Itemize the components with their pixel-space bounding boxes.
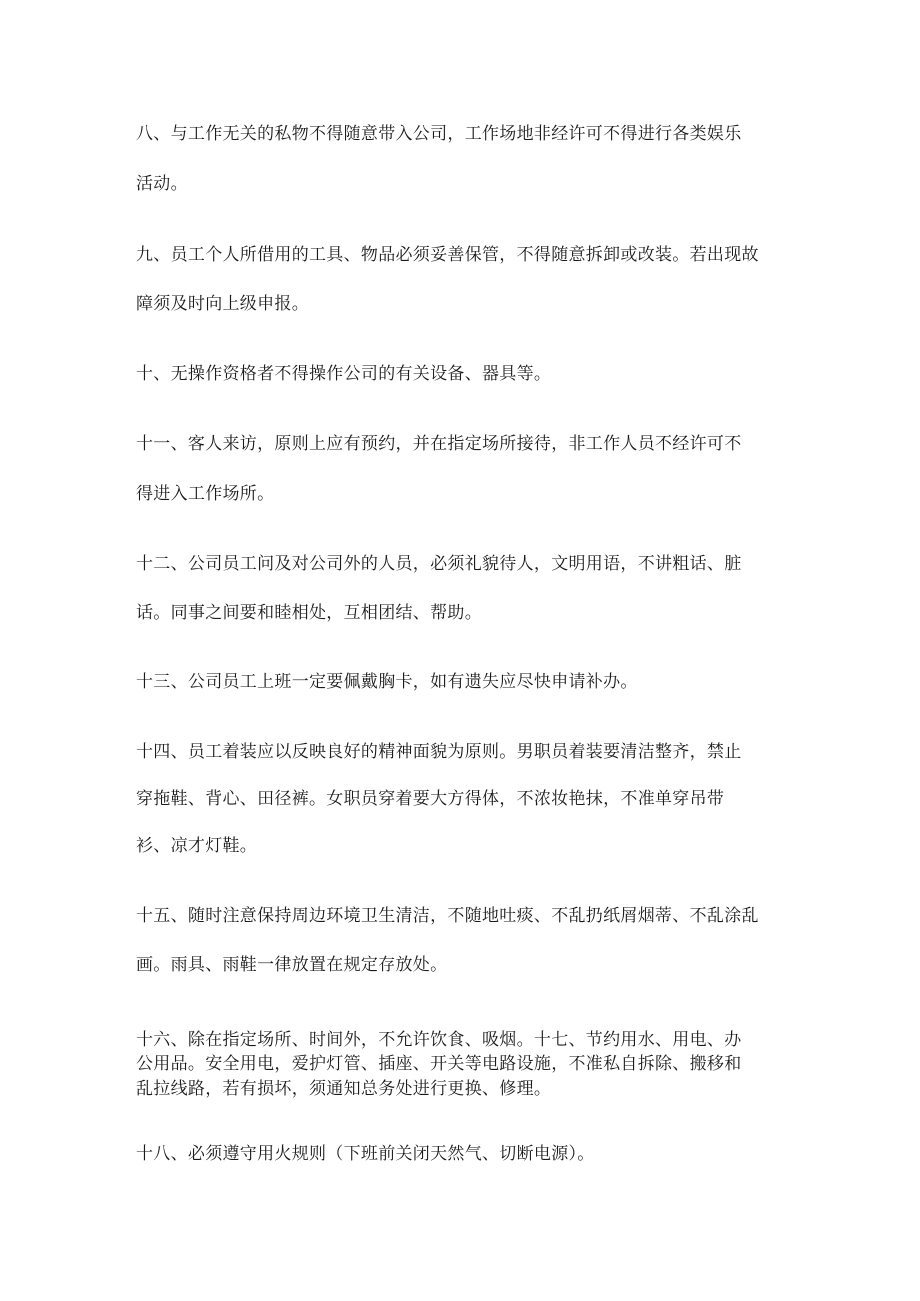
rule-9-line-2: 障须及时向上级申报。 <box>136 294 309 314</box>
rule-12-line-1: 十二、公司员工问及对公司外的人员，必须礼貌待人，文明用语，不讲粗话、脏 <box>136 554 742 574</box>
rule-13-line-1: 十三、公司员工上班一定要佩戴胸卡，如有遗失应尽快申请补办。 <box>136 672 638 692</box>
rule-18-line-1: 十八、必须遵守用火规则（下班前关闭天然气、切断电源）。 <box>136 1144 595 1164</box>
rule-15-line-1: 十五、随时注意保持周边环境卫生清洁，不随地吐痰、不乱扔纸屑烟蒂、不乱涂乱 <box>136 906 759 926</box>
rule-9-line-1: 九、员工个人所借用的工具、物品必须妥善保管，不得随意拆卸或改装。若出现故 <box>136 245 759 265</box>
rule-14-line-2: 穿拖鞋、背心、田径裤。女职员穿着要大方得体，不浓妆艳抹，不准单穿吊带 <box>136 789 725 809</box>
rule-11-line-2: 得进入工作场所。 <box>136 484 275 504</box>
rule-14-line-1: 十四、员工着装应以反映良好的精神面貌为原则。男职员着装要清洁整齐，禁止 <box>136 742 742 762</box>
rule-16-line-2: 公用品。安全用电，爱护灯管、插座、开关等电路设施，不准私自拆除、搬移和 <box>136 1054 742 1074</box>
rule-14-line-3: 衫、凉才灯鞋。 <box>136 836 258 856</box>
rule-12-line-2: 话。同事之间要和睦相处，互相团结、帮助。 <box>136 603 482 623</box>
rule-8-line-1: 八、与工作无关的私物不得随意带入公司，工作场地非经许可不得进行各类娱乐 <box>136 124 742 144</box>
rule-10-line-1: 十、无操作资格者不得操作公司的有关设备、器具等。 <box>136 364 552 384</box>
rule-8-line-2: 活动。 <box>136 174 188 194</box>
rule-11-line-1: 十一、客人来访，原则上应有预约，并在指定场所接待，非工作人员不经许可不 <box>136 434 742 454</box>
rule-16-line-3: 乱拉线路，若有损坏，须通知总务处进行更换、修理。 <box>136 1079 552 1099</box>
rule-16-line-1: 十六、除在指定场所、时间外，不允许饮食、吸烟。十七、节约用水、用电、办 <box>136 1030 742 1050</box>
rule-15-line-2: 画。雨具、雨鞋一律放置在规定存放处。 <box>136 955 448 975</box>
